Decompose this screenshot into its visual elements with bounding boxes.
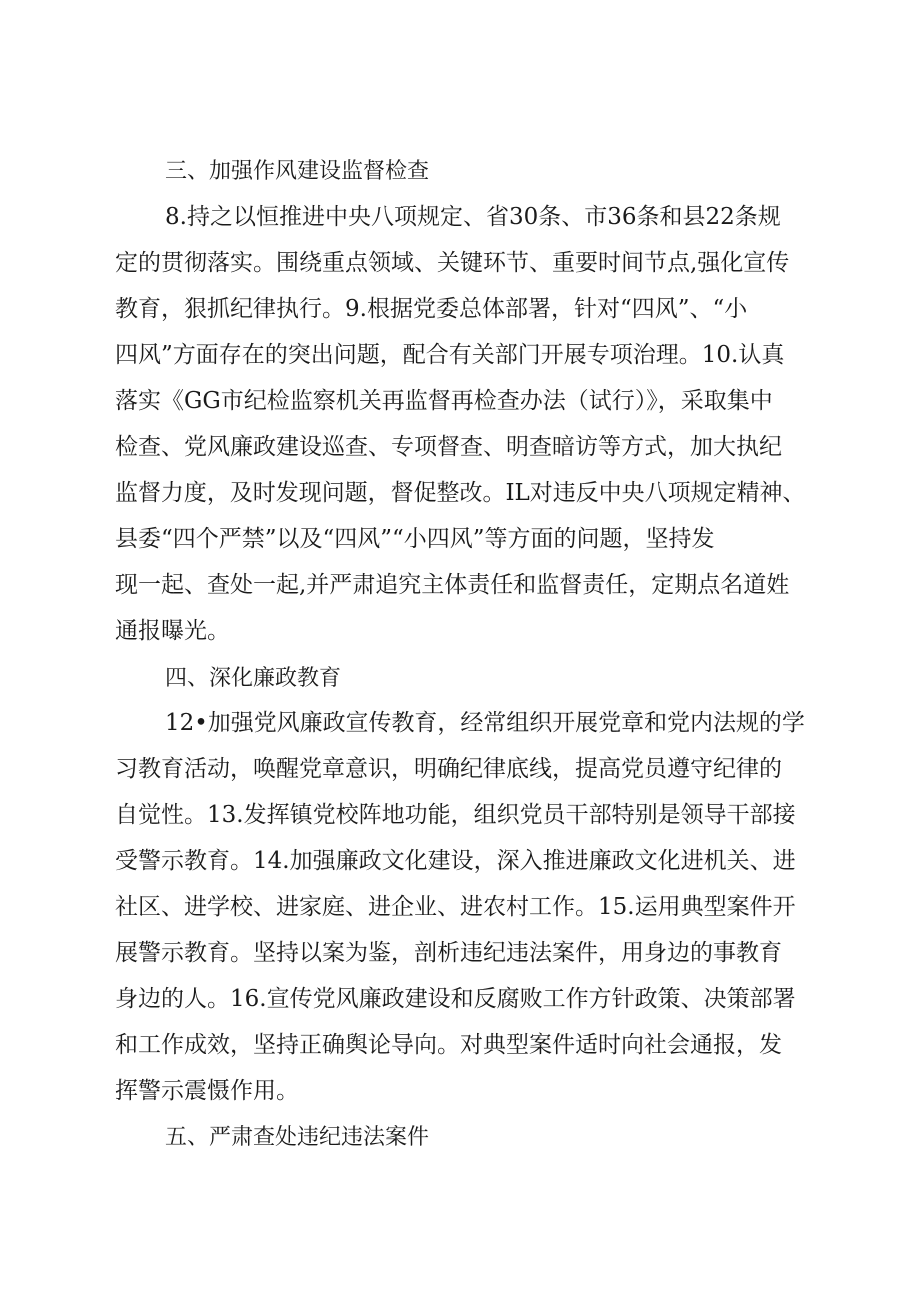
- line-text: 落实《GG市纪检监察机关再监督再检查办法（试行）》，采取集中: [115, 388, 773, 414]
- line-text: 教育，狠抓纪律执行。9.根据党委总体部署，针对“四风”、“小: [115, 296, 748, 322]
- line-text: 展警示教育。坚持以案为鉴，剖析违纪违法案件，用身边的事教育: [115, 940, 782, 966]
- paragraph-line: [0, 240, 920, 286]
- line-text: 现一起、查处一起,并严肃追究主体责任和监督责任，定期点名道姓: [115, 572, 790, 598]
- line-text: 通报曝光。: [115, 618, 230, 644]
- paragraph-line: [0, 470, 920, 516]
- line-text: 12•加强党风廉政宣传教育，经常组织开展党章和党内法规的学: [165, 710, 805, 736]
- paragraph-line: [0, 1068, 920, 1114]
- paragraph-line: [0, 194, 920, 240]
- paragraph-line: [0, 746, 920, 792]
- paragraph-line: [0, 1022, 920, 1068]
- line-text: 县委“四个严禁”以及“四风”“小四风”等方面的问题，坚持发: [115, 526, 715, 552]
- section-heading-5: [0, 1115, 920, 1161]
- paragraph-line: [0, 516, 920, 562]
- line-text: 监督力度，及时发现问题，督促整改。IL对违反中央八项规定精神、: [115, 480, 806, 506]
- paragraph-line: [0, 332, 920, 378]
- section-heading-4: [0, 656, 920, 702]
- paragraph-line: [0, 608, 920, 654]
- paragraph-line: [0, 424, 920, 470]
- line-text: 受警示教育。14.加强廉政文化建设，深入推进廉政文化进机关、进: [115, 848, 796, 874]
- paragraph-line: [0, 976, 920, 1022]
- line-text: 身边的人。16.宣传党风廉政建设和反腐败工作方针政策、决策部署: [115, 986, 796, 1012]
- paragraph-line: [0, 378, 920, 424]
- line-text: 自觉性。13.发挥镇党校阵地功能，组织党员干部特别是领导干部接: [115, 802, 796, 828]
- line-text: 8.持之以恒推进中央八项规定、省30条、市36条和县22条规: [165, 204, 781, 230]
- line-text: 定的贯彻落实。围绕重点领域、关键环节、重要时间节点,强化宣传: [115, 250, 790, 276]
- heading-text: 五、严肃查处违纪违法案件: [165, 1125, 430, 1150]
- line-text: 四风”方面存在的突出问题，配合有关部门开展专项治理。10.认真: [115, 342, 785, 368]
- line-text: 习教育活动，唤醒党章意识，明确纪律底线，提高党员遵守纪律的: [115, 756, 782, 782]
- line-text: 检查、党风廉政建设巡查、专项督查、明查暗访等方式，加大执纪: [115, 434, 782, 460]
- line-text: 和工作成效，坚持正确舆论导向。对典型案件适时向社会通报，发: [115, 1032, 782, 1058]
- heading-text: 四、深化廉政教育: [165, 666, 342, 691]
- line-text: 社区、进学校、进家庭、进企业、进农村工作。15.运用典型案件开: [115, 894, 796, 920]
- paragraph-line: [0, 838, 920, 884]
- paragraph-line: [0, 792, 920, 838]
- section-heading-3: [0, 149, 920, 195]
- line-text: 挥警示震慑作用。: [115, 1078, 299, 1104]
- paragraph-line: [0, 286, 920, 332]
- paragraph-line: [0, 562, 920, 608]
- paragraph-line: [0, 700, 920, 746]
- paragraph-line: [0, 884, 920, 930]
- paragraph-line: [0, 930, 920, 976]
- heading-text: 三、加强作风建设监督检查: [165, 159, 430, 184]
